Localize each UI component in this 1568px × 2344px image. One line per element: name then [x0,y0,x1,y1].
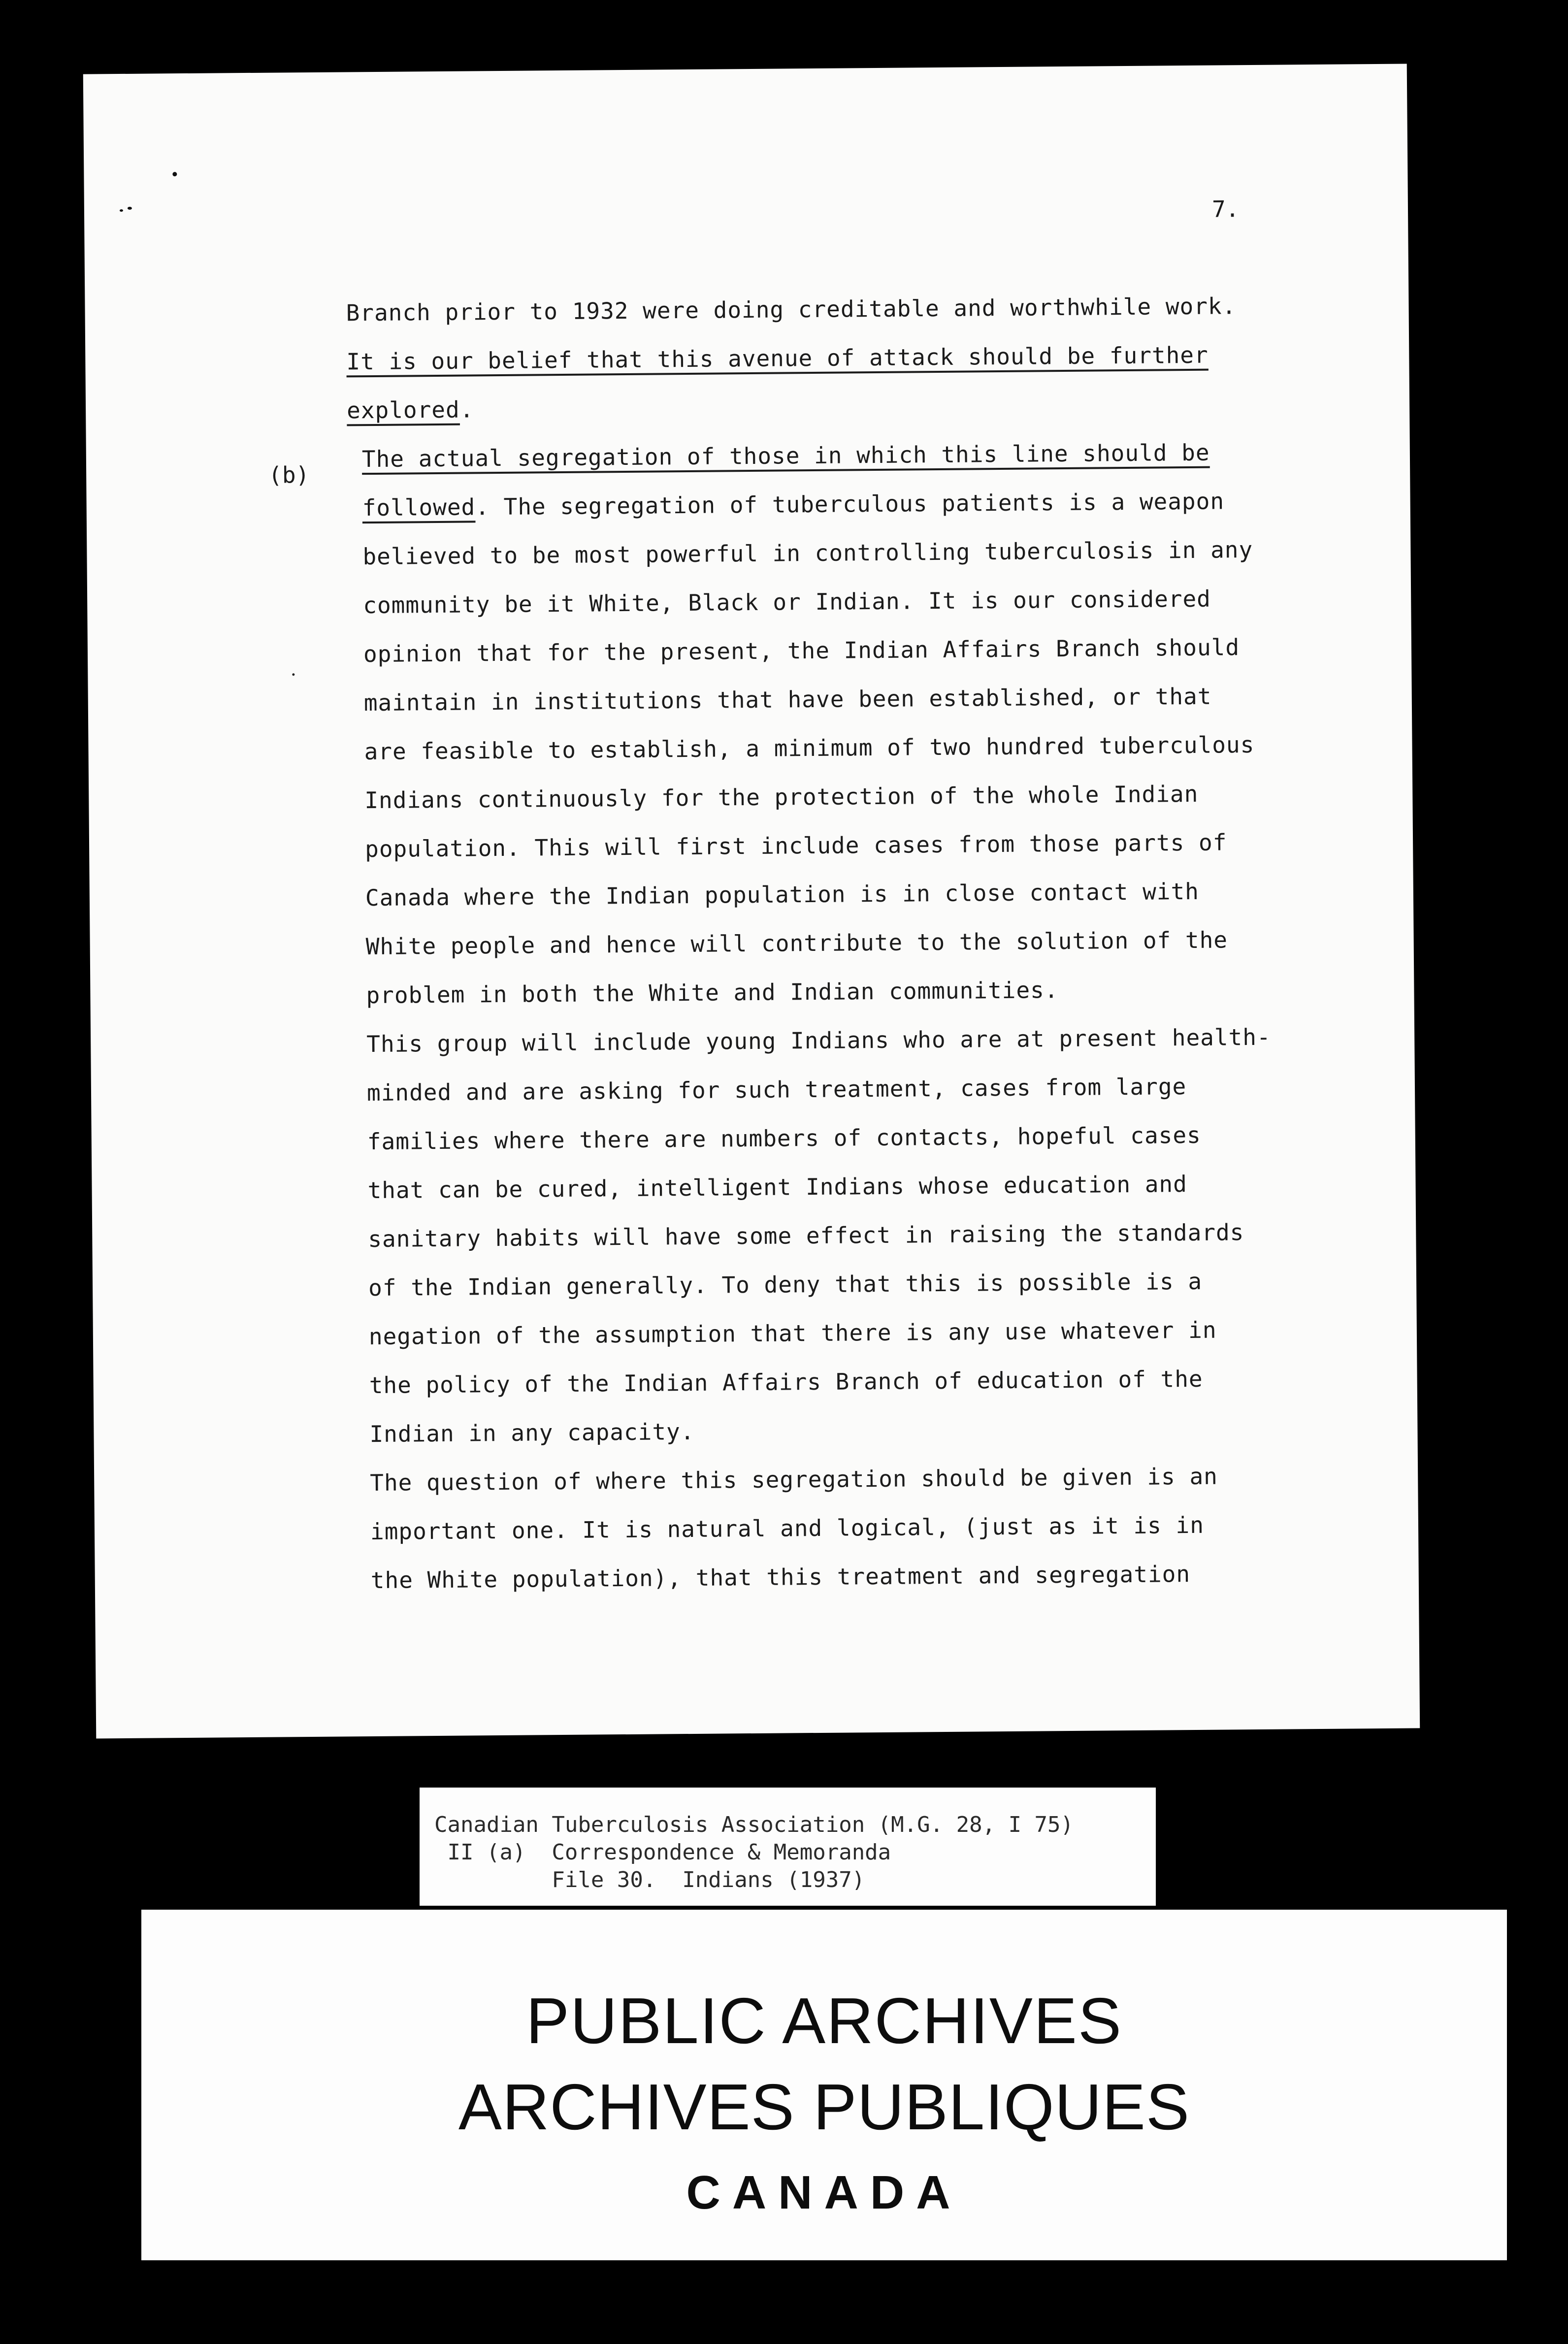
section-marker: (b) [268,461,310,488]
archive-reference-line: File 30. Indians (1937) [434,1867,865,1892]
text-line: This group will include young Indians who are at present health- [366,1023,1271,1058]
text-line: negation of the assumption that there is any use whatever in [368,1316,1217,1350]
text-line: problem in both the White and Indian communities. [366,977,1059,1009]
text-line: maintain in institutions that have been established, or that [363,683,1212,716]
text-line: White people and hence will contribute to the solution of the [365,926,1228,960]
text-line: families where there are numbers of contacts, hopeful cases [367,1121,1201,1155]
text-line: population. This will first include cases from those parts of [364,829,1227,863]
text-line: The actual segregation of those in which this line should be [361,439,1210,473]
banner-country: CANADA [686,2166,962,2219]
text-line: community be it White, Black or Indian. It is our considered [363,585,1211,619]
text-line: that can be cured, intelligent Indians whose education and [367,1171,1188,1204]
text-line: followed. The segregation of tuberculous patients is a weapon [362,488,1225,521]
archive-reference-text [434,1811,1074,1894]
typed-body [346,281,1380,1605]
text-line: are feasible to establish, a minimum of two hundred tuberculous [364,731,1255,765]
ink-speck [172,172,177,176]
text-line: The question of where this segregation should be given is an [370,1463,1218,1497]
text-line: explored. [346,396,474,424]
archive-reference-line: Canadian Tuberculosis Association (M.G. 28, I 75) [434,1812,1074,1837]
archives-banner [141,1910,1507,2260]
text-line: the policy of the Indian Affairs Branch of education of the [369,1365,1203,1399]
text-line: important one. It is natural and logical, (just as it is in [370,1511,1205,1545]
archive-reference-label [420,1788,1156,1906]
text-line: the White population), that this treatment and segregation [370,1561,1191,1594]
banner-title-french: ARCHIVES PUBLIQUES [458,2071,1190,2143]
page-number: 7. [1211,195,1240,223]
text-line: It is our belief that this avenue of attack should be further [346,341,1209,375]
document-page [83,64,1420,1738]
text-line: Indian in any capacity. [369,1418,695,1448]
text-line: believed to be most powerful in controlling tuberculosis in any [362,536,1253,570]
archive-reference-line: II (a) Correspondence & Memoranda [434,1840,891,1865]
text-line: sanitary habits will have some effect in raising the standards [368,1219,1244,1253]
text-line: Branch prior to 1932 were doing creditable and worthwhile work. [346,293,1237,326]
banner-title-english: PUBLIC ARCHIVES [525,1985,1123,2057]
text-line: minded and are asking for such treatment, cases from large [366,1073,1187,1107]
text-line: opinion that for the present, the Indian Affairs Branch should [363,634,1240,668]
text-line: Indians continuously for the protection of the whole Indian [364,780,1199,814]
margin-dot [292,673,294,676]
text-line: Canada where the Indian population is in close contact with [365,878,1200,912]
ink-speck [120,209,123,212]
ink-speck [128,207,132,210]
text-line: of the Indian generally. To deny that this is possible is a [368,1268,1203,1302]
